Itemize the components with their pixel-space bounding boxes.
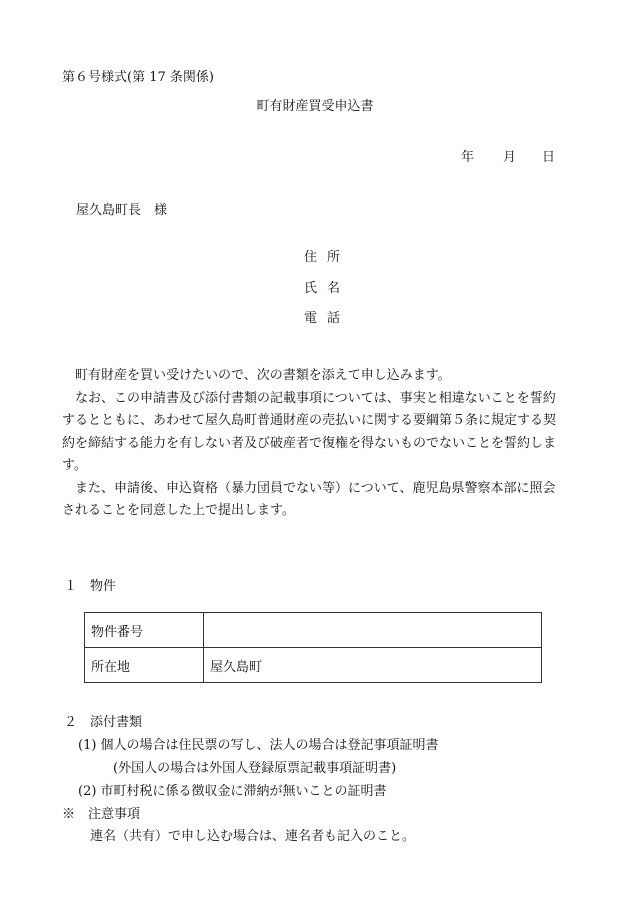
applicant-address [304,246,350,265]
document-title: 町有財産買受申込書 [256,99,374,114]
phone-label: 電話 [304,311,351,326]
notes-text: 連名（共有）で申し込む場合は、連名者も記入のこと。 [90,829,416,844]
table-row [85,648,542,683]
attachment-item-1-note: (外国人の場合は外国人登録原票記載事項証明書) [113,761,397,776]
address-label: 住所 [304,250,351,265]
date-year-label: 年 [461,150,475,165]
applicant-phone [304,307,350,326]
location-label: 所在地 [85,648,204,683]
notes-title: ※ 注意事項 [62,807,141,822]
addressee: 屋久島町長 様 [76,203,168,218]
body-paragraph-2: なお、この申請書及び添付書類の記載事項については、事実と相違ないことを誓約するとともに、あわせて屋久島町普通財産の売払いに関する要綱第５条に規定する契約を締結する能力を有しない者及び破産者で復権を得ないものでないことを誓約します。 [62,390,557,473]
body-text [62,365,567,523]
date-month-label: 月 [503,150,517,165]
location-value: 屋久島町 [204,648,542,683]
section-2-title: ２ 添付書類 [64,715,143,730]
attachment-item-1: (1) 個人の場合は住民票の写し、法人の場合は登記事項証明書 [78,738,439,753]
table-row [85,613,542,648]
form-number: 第６号様式(第 17 条関係) [62,70,214,85]
date-day-label: 日 [542,150,556,165]
section-1-title: １ 物件 [64,579,117,594]
applicant-name [304,277,350,296]
property-number-label: 物件番号 [85,613,204,648]
property-table [84,612,542,683]
property-number-value [204,613,542,648]
name-label: 氏名 [304,281,351,296]
body-paragraph-3: また、申請後、申込資格（暴力団員でない等）について、鹿児島県警察本部に照会されることを同意した上で提出します。 [62,480,556,518]
body-paragraph-1: 町有財産を買い受けたいので、次の書類を添えて申し込みます。 [75,368,451,383]
attachment-item-2: (2) 市町村税に係る徴収金に滞納が無いことの証明書 [78,784,387,799]
